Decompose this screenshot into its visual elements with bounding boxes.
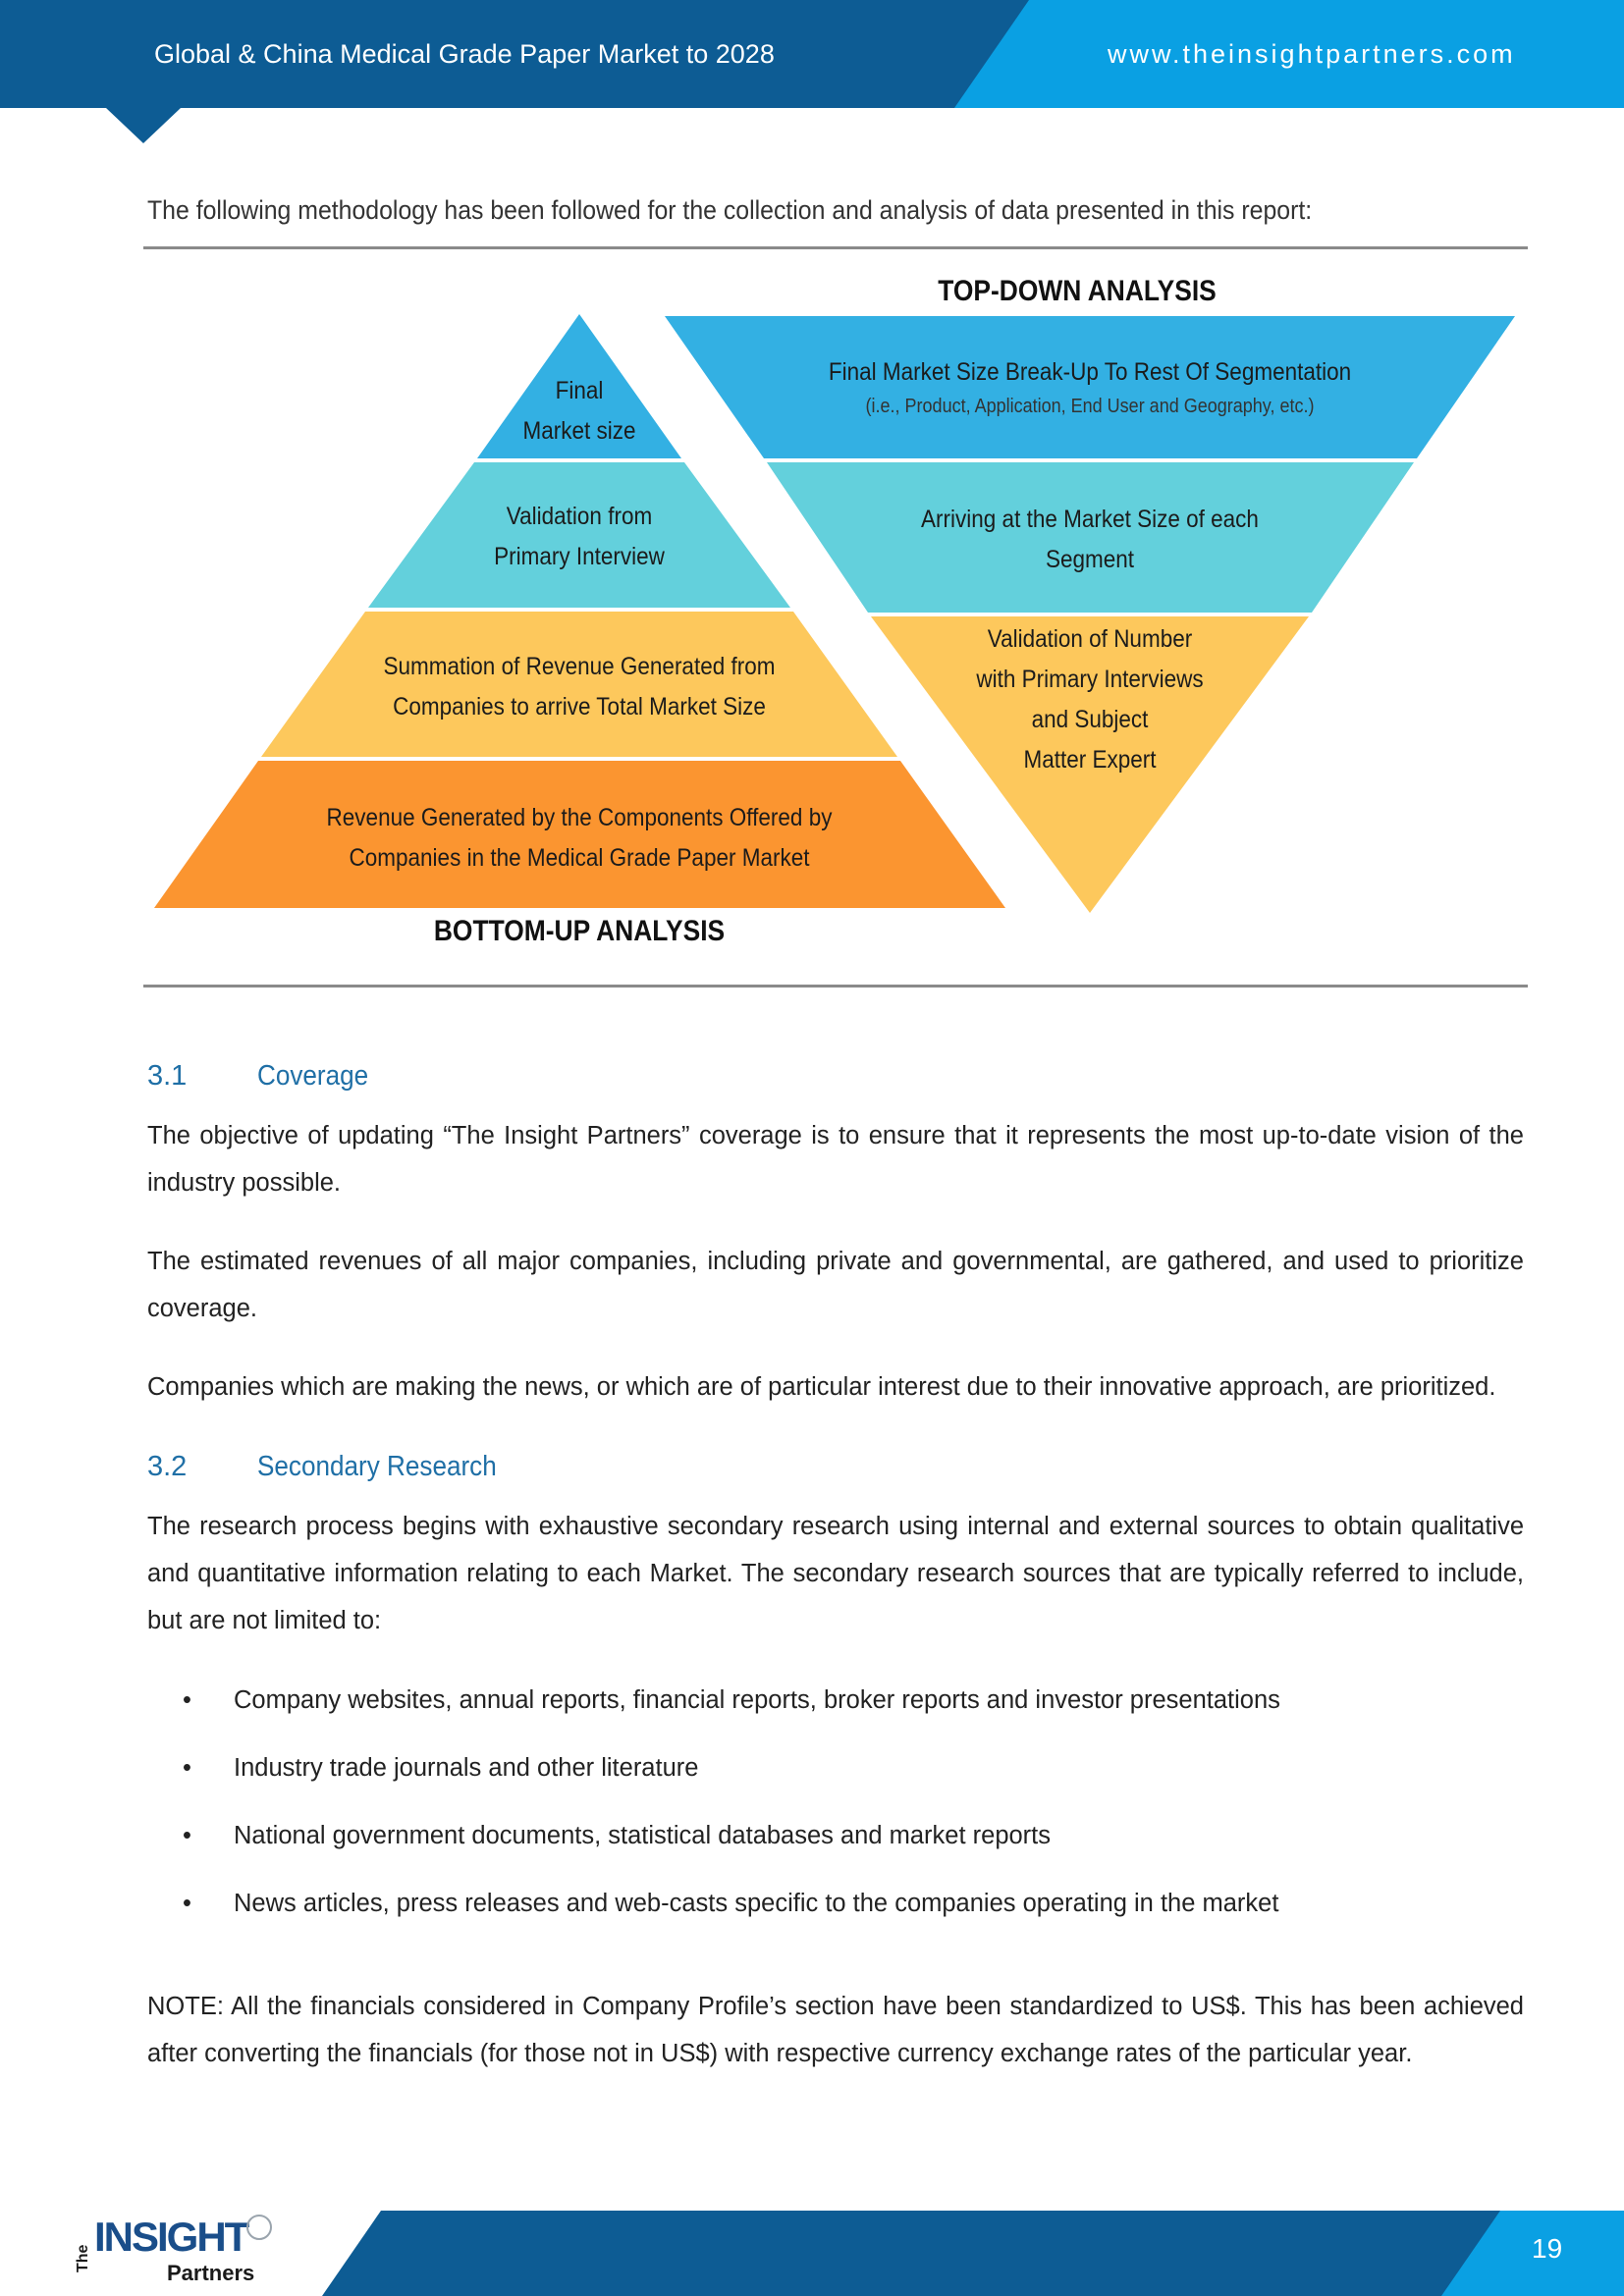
pyramid-tier-4-label: Revenue Generated by the Components Offered by Companies in the Medical Grade Paper Market [326,804,833,872]
section-number: 3.1 [147,1060,188,1092]
inverted-tier-1-label: Final Market Size Break-Up To Rest Of Segmentation (i.e., Product, Application, End User and Geography, etc.) [828,358,1352,417]
methodology-intro: The following methodology has been followed for the collection and analysis of data presented in this report: [147,195,1313,225]
bottom-up-label: BOTTOM-UP ANALYSIS [433,915,726,947]
page-number: 19 [1532,2233,1563,2264]
bullet-marker: • [183,1754,191,1782]
report-title: Global & China Medical Grade Paper Market to 2028 [154,39,775,69]
bullet-marker: • [183,1890,191,1917]
bullet-marker: • [183,1686,191,1714]
inverted-tier-2-label: Arriving at the Market Size of each Segment [921,506,1259,573]
pyramid-tier-2-label: Validation from Primary Interview [494,503,665,570]
list-item: Industry trade journals and other literature [234,1754,699,1782]
divider-top [143,246,1528,249]
bullet-marker: • [183,1822,191,1849]
section-title: Secondary Research [257,1451,497,1482]
divider-bottom [143,985,1528,988]
note-paragraph: NOTE: All the financials considered in Company Profile’s section have been standardized to US$. This has been achieved after converting the financials (for those not in US$) with respective currency exchange rates of the particular year. [147,1993,1524,2067]
top-down-label: TOP-DOWN ANALYSIS [938,275,1217,307]
section-title: Coverage [257,1060,369,1092]
pyramid-tier-1-label: Final Market size [522,377,636,445]
inverted-tier-3-label: Validation of Number with Primary Interviews and Subject Matter Expert [976,625,1204,774]
insight-partners-logo: The INSIGHT Partners [75,2214,291,2292]
section-number: 3.2 [147,1451,188,1482]
methodology-diagram [0,275,1624,982]
list-item: Company websites, annual reports, financial reports, broker reports and investor presentations [234,1686,1280,1714]
list-item: National government documents, statistical databases and market reports [234,1822,1052,1849]
paragraph: The objective of updating “The Insight Partners” coverage is to ensure that it represents the most up-to-date vision of the industry possible. [147,1122,1524,1197]
list-item: News articles, press releases and web-casts specific to the companies operating in the market [234,1890,1279,1917]
paragraph: The research process begins with exhaustive secondary research using internal and external sources to obtain qualitative and quantitative information relating to each Market. The secondary research sources that are typically referred to include, but are not limited to: [147,1513,1524,1634]
logo-swoosh-icon [242,2208,281,2247]
pyramid-tier-3-label: Summation of Revenue Generated from Companies to arrive Total Market Size [383,653,776,721]
paragraph: The estimated revenues of all major companies, including private and governmental, are gathered, and used to prioritize coverage. [147,1248,1524,1322]
website-link[interactable]: www.theinsightpartners.com [1108,39,1516,69]
paragraph: Companies which are making the news, or which are of particular interest due to their innovative approach, are prioritized. [147,1373,1496,1401]
page-header [0,0,1624,108]
header-banner [0,0,1624,147]
